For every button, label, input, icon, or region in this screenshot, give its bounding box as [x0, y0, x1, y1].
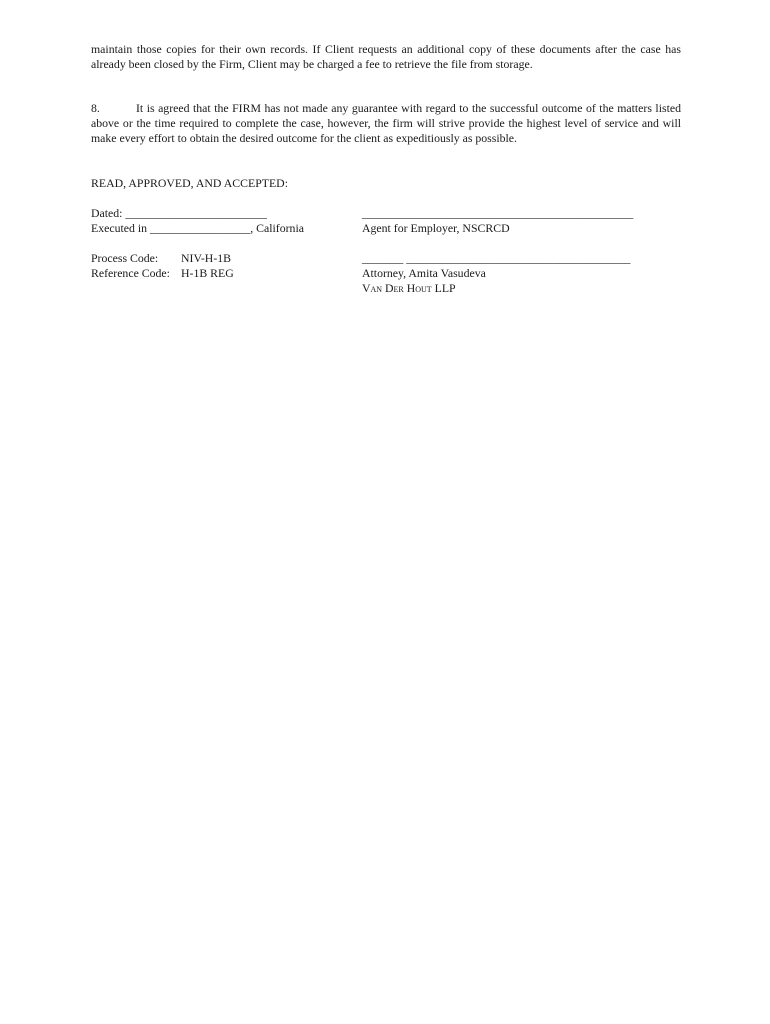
- acceptance-heading: READ, APPROVED, AND ACCEPTED:: [91, 176, 288, 190]
- process-code: [91, 251, 231, 266]
- attorney-signature-line: _______ ______________________________________: [362, 251, 631, 265]
- agent-signature-line: ______________________________________________: [362, 206, 634, 220]
- dated-field: Dated: ________________________: [91, 206, 267, 220]
- executed-in-field: Executed in _________________, California: [91, 221, 304, 235]
- paragraph-number: 8.: [91, 101, 100, 115]
- reference-code: [91, 266, 234, 281]
- process-code-value: NIV-H-1B: [181, 251, 232, 265]
- continued-paragraph: maintain those copies for their own records. If Client requests an additional copy of these documents after the case has already been closed by the Firm, Client may be charged a fee to retrieve the file from storage.: [91, 42, 681, 71]
- firm-name: Van Der Hout LLP: [362, 281, 456, 295]
- reference-code-label: Reference Code:: [91, 266, 170, 280]
- paragraph-8: [91, 101, 681, 146]
- paragraph-8-text: It is agreed that the FIRM has not made any guarantee with regard to the successful outcome of the matters listed above or the time required to complete the case, however, the firm will strive provide the highest level of service and will make every effort to obtain the desired outcome for the client as expeditiously as possible.: [91, 101, 681, 145]
- reference-code-value: H-1B REG: [181, 266, 234, 280]
- process-code-label: Process Code:: [91, 251, 159, 265]
- attorney-name: Attorney, Amita Vasudeva: [362, 266, 486, 280]
- agent-label: Agent for Employer, NSCRCD: [362, 221, 510, 235]
